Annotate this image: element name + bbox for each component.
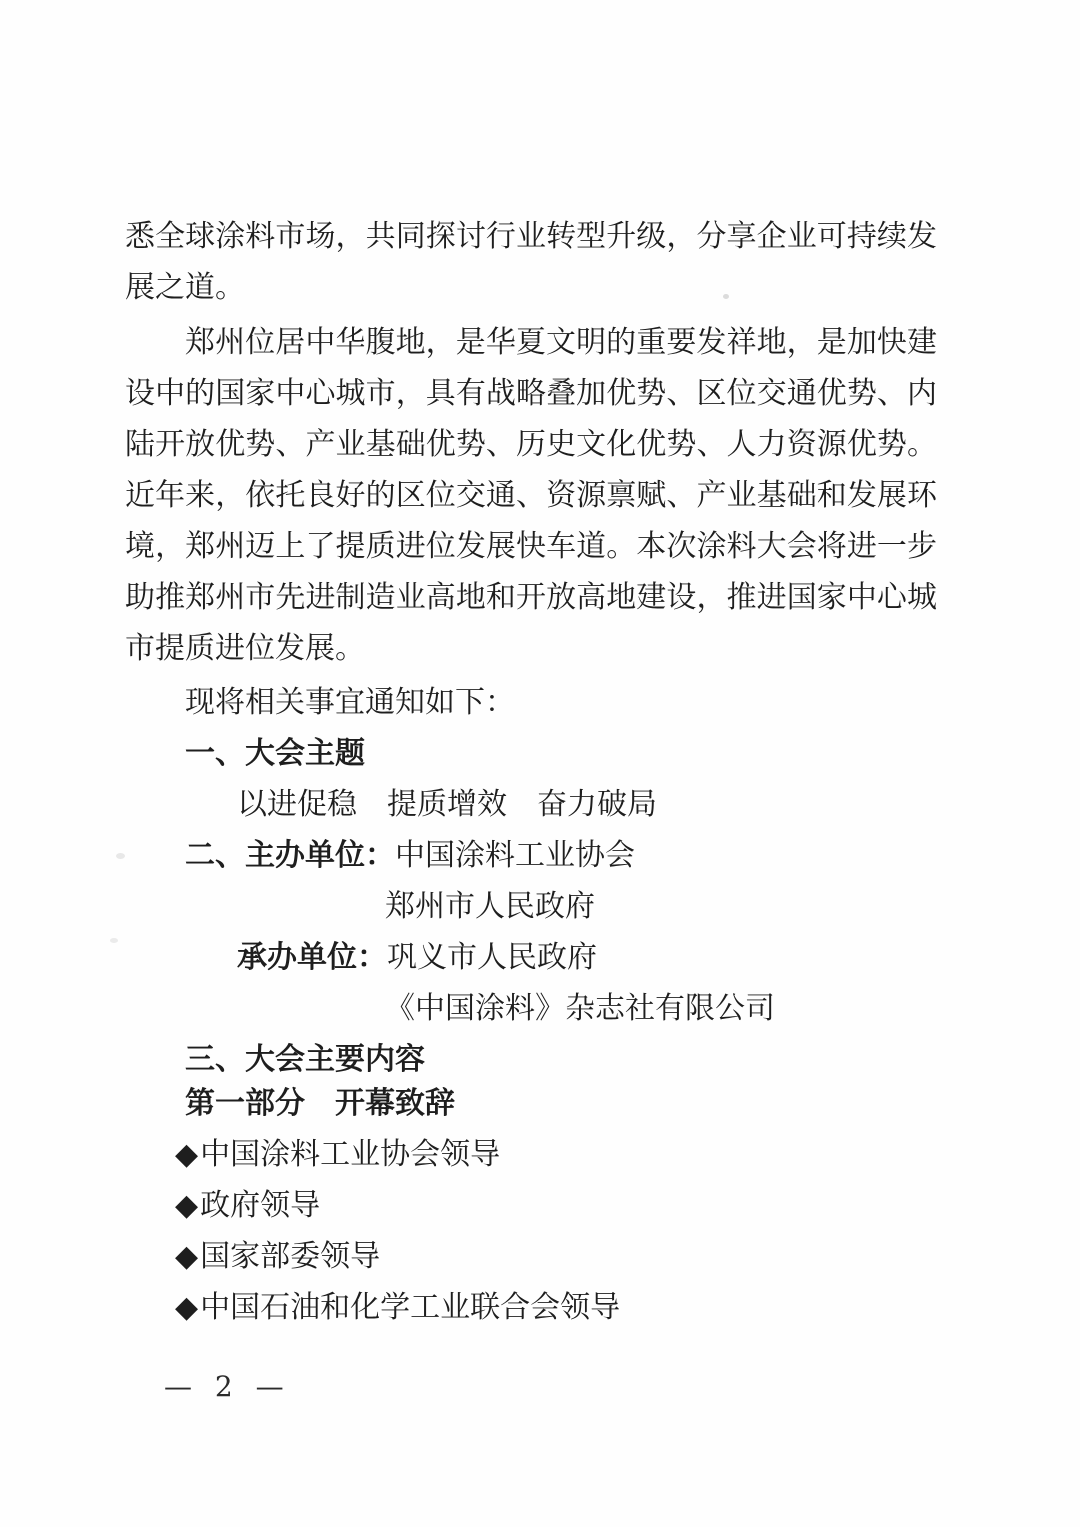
diamond-bullet-icon: ◆ <box>175 1138 199 1171</box>
body-line: 境，郑州迈上了提质进位发展快车道。本次涂料大会将进一步 <box>125 530 937 563</box>
host-name-2: 郑州市人民政府 <box>385 890 595 923</box>
bullet-item <box>125 1231 937 1282</box>
scan-speck <box>723 294 729 299</box>
organizer-label: 承办单位： <box>237 941 387 974</box>
bullet-item-label: 中国涂料工业协会领导 <box>200 1138 501 1171</box>
section-3-title: 三、大会主要内容 <box>185 1043 425 1076</box>
page-number: — 2 — <box>164 1370 291 1403</box>
body-line: 市提质进位发展。 <box>125 632 365 665</box>
host-name: 中国涂料工业协会 <box>395 839 635 872</box>
diamond-bullet-icon: ◆ <box>175 1240 199 1273</box>
bullet-item <box>125 1180 937 1231</box>
bullet-item <box>125 1282 937 1333</box>
body-line: 设中的国家中心城市，具有战略叠加优势、区位交通优势、内 <box>125 377 937 410</box>
conference-theme: 以进促稳 提质增效 奋力破局 <box>237 788 657 821</box>
organizer-name-2: 《中国涂料》杂志社有限公司 <box>385 992 775 1025</box>
host-label: 二、主办单位： <box>185 839 395 872</box>
body-line: 悉全球涂料市场，共同探讨行业转型升级，分享企业可持续发 <box>125 220 937 253</box>
scan-speck <box>116 853 125 859</box>
part-1-heading: 第一部分 开幕致辞 <box>185 1087 455 1120</box>
body-line: 郑州位居中华腹地，是华夏文明的重要发祥地，是加快建 <box>185 326 937 359</box>
host-line <box>125 830 937 881</box>
bullet-item-label: 中国石油和化学工业联合会领导 <box>200 1291 621 1324</box>
section-1-title: 一、大会主题 <box>185 737 365 770</box>
notice-line: 现将相关事宜通知如下： <box>185 686 515 719</box>
bullet-item <box>125 1129 937 1180</box>
document-body <box>125 211 937 1333</box>
body-line: 陆开放优势、产业基础优势、历史文化优势、人力资源优势。 <box>125 428 937 461</box>
body-line: 助推郑州市先进制造业高地和开放高地建设，推进国家中心城 <box>125 581 937 614</box>
diamond-bullet-icon: ◆ <box>175 1291 199 1324</box>
scan-speck <box>110 938 118 943</box>
bullet-item-label: 国家部委领导 <box>200 1240 381 1273</box>
bullet-item-label: 政府领导 <box>200 1189 321 1222</box>
diamond-bullet-icon: ◆ <box>175 1189 199 1222</box>
organizer-name: 巩义市人民政府 <box>387 941 597 974</box>
body-line: 展之道。 <box>125 271 245 304</box>
body-line: 近年来，依托良好的区位交通、资源禀赋、产业基础和发展环 <box>125 479 937 512</box>
organizer-line <box>125 932 937 983</box>
